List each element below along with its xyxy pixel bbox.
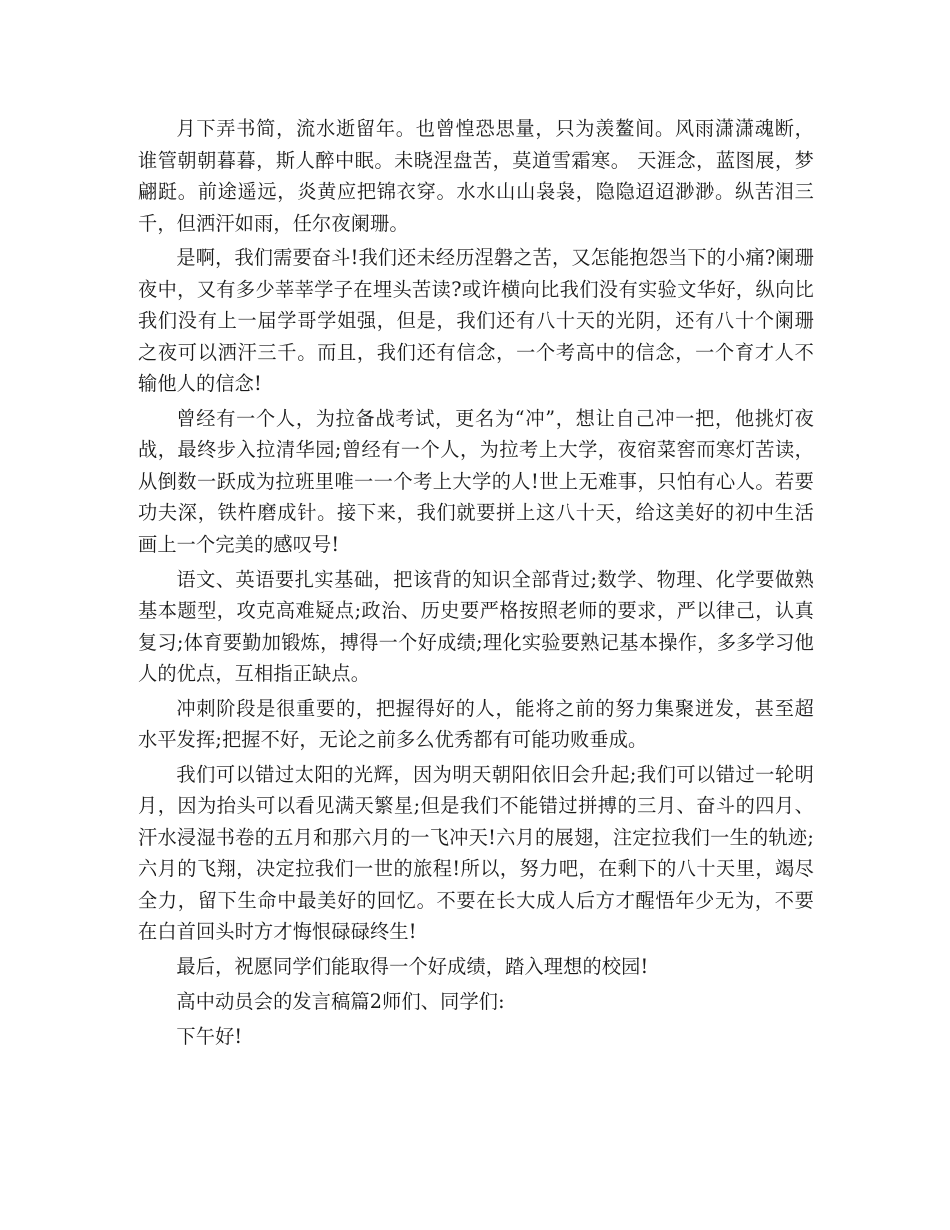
paragraph-8: 高中动员会的发言稿篇2师们、同学们: bbox=[176, 989, 505, 1013]
paragraph-4: 语文、英语要扎实基础，把该背的知识全部背过;数学、物理、化学要做熟基本题型，攻克高难疑点;政治、历史要严格按照老师的要求，严以律己，认真复习;体育要勤加锻炼，搏得一个好成绩;理化实验要熟记基本操作，多多学习他人的优点，互相指正缺点。 bbox=[138, 567, 814, 686]
paragraph-9: 下午好! bbox=[176, 1024, 243, 1048]
document-body bbox=[138, 113, 814, 1052]
paragraph-6: 我们可以错过太阳的光辉，因为明天朝阳依旧会升起;我们可以错过一轮明月，因为抬头可以看见满天繁星;但是我们不能错过拼搏的三月、奋斗的四月、汗水浸湿书卷的五月和那六月的一飞冲天!六月的展翅，注定拉我们一生的轨迹;六月的飞翔，决定拉我们一世的旅程!所以，努力吧，在剩下的八十天里，竭尽全力，留下生命中最美好的回忆。不要在长大成人后方才醒悟年少无为，不要在白首回头时方才悔恨碌碌终生! bbox=[138, 762, 814, 944]
paragraph-5: 冲刺阶段是很重要的，把握得好的人，能将之前的努力集聚迸发，甚至超水平发挥;把握不好，无论之前多么优秀都有可能功败垂成。 bbox=[138, 696, 814, 752]
paragraph-1: 月下弄书简，流水逝留年。也曾惶恐思量，只为羡鳌间。风雨潇潇魂断，谁管朝朝暮暮，斯人醉中眠。未晓涅盘苦，莫道雪霜寒。 天涯念，蓝图展，梦翩跹。前途遥远，炎黄应把锦衣穿。水水山山袅袅，隐隐迢迢渺渺。纵苦泪三千，但洒汗如雨，任尔夜阑珊。 bbox=[138, 117, 814, 235]
paragraph-2: 是啊，我们需要奋斗!我们还未经历涅磐之苦，又怎能抱怨当下的小痛?阑珊夜中，又有多少莘莘学子在埋头苦读?或许横向比我们没有实验文华好，纵向比我们没有上一届学哥学姐强，但是，我们还有八十天的光阴，还有八十个阑珊之夜可以洒汗三千。而且，我们还有信念，一个考高中的信念，一个育才人不输他人的信念! bbox=[138, 246, 814, 396]
paragraph-7: 最后，祝愿同学们能取得一个好成绩，踏入理想的校园! bbox=[176, 955, 649, 979]
paragraph-3: 曾经有一个人，为拉备战考试，更名为“冲”，想让自己冲一把，他挑灯夜战，最终步入拉清华园;曾经有一个人，为拉考上大学，夜宿菜窖而寒灯苦读，从倒数一跃成为拉班里唯一一个考上大学的人!世上无难事，只怕有心人。若要功夫深，铁杵磨成针。接下来，我们就要拼上这八十天，给这美好的初中生活画上一个完美的感叹号! bbox=[138, 406, 814, 556]
